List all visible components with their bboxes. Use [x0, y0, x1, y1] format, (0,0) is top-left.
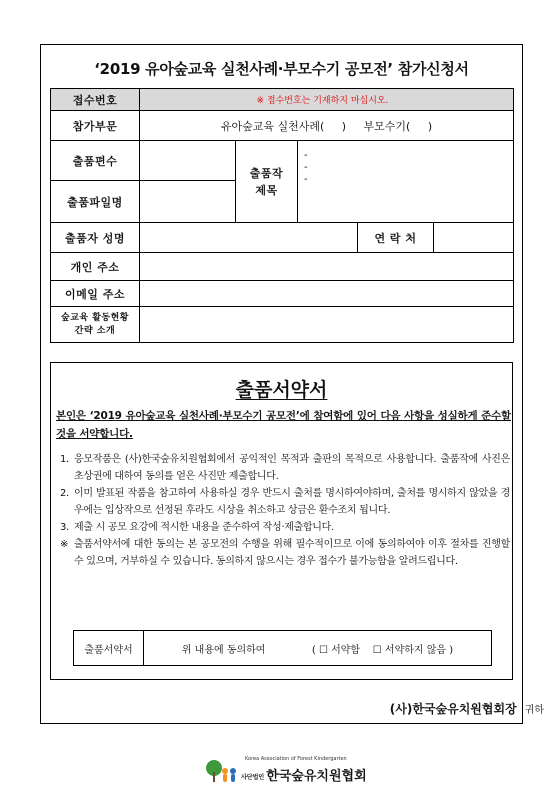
category-options[interactable]: 유아숲교육 실천사례( ) 부모수기( )	[140, 111, 514, 141]
logo-english-name: Korea Association of Forest Kindergarten	[245, 756, 347, 762]
contact-label: 연 락 처	[358, 223, 434, 253]
pledge-item-notice: ※ 출품서약서에 대한 동의는 본 공모전의 수행을 위해 필수적이므로 이에 동의하여야 이후 절차를 진행할 수 있으며, 거부하실 수 있습니다. 동의하지 않으시는 경우 접수가 불가능함을 알려드립니다.	[60, 536, 510, 570]
applicant-name-field[interactable]	[140, 223, 358, 253]
recipient-name: (사)한국숲유치원협회장	[389, 702, 517, 716]
pledge-item-2: 2. 이미 발표된 작품을 참고하여 사용하실 경우 반드시 출처를 명시하여야하며, 출처를 명시하지 않았을 경우에는 입상작으로 선정된 후라도 시상을 취소하고 상금은 환수조치 됩니다.	[60, 485, 510, 519]
activity-label	[51, 307, 140, 343]
document-title: ‘2019 유아숲교육 실천사례·부모수기 공모전’ 참가신청서	[94, 60, 469, 78]
entry-title-line-2: -	[304, 161, 308, 173]
email-field[interactable]	[140, 281, 514, 307]
pledge-item-text: 출품서약서에 대한 동의는 본 공모전의 수행을 위해 필수적이므로 이에 동의하여야 이후 절차를 진행할 수 있으며, 거부하실 수 있습니다. 동의하지 않으시는 경우 접수가 불가능함을 알려드립니다.	[74, 539, 510, 567]
contact-field[interactable]	[434, 223, 514, 253]
application-form-table	[50, 88, 514, 343]
receipt-no-label: 접수번호	[51, 89, 140, 111]
agreement-field: 위 내용에 동의하여 ( ☐ 서약함 ☐ 서약하지 않음 )	[144, 631, 492, 666]
entry-title-line-1: -	[304, 149, 308, 161]
entry-title-label: 출품작 제목	[236, 141, 298, 223]
entry-count-field[interactable]	[140, 141, 236, 181]
email-label: 이메일 주소	[51, 281, 140, 307]
pledge-items	[60, 451, 510, 570]
agreement-text: 위 내용에 동의하여	[181, 644, 266, 656]
receipt-notice: ※ 접수번호는 기재하지 마십시오.	[140, 89, 514, 111]
entry-title-field[interactable]	[298, 141, 514, 223]
recipient-suffix: 귀하	[524, 705, 544, 716]
logo-korean-name: 사단법인 한국숲유치원협회	[241, 769, 367, 784]
agreement-table	[73, 630, 492, 666]
association-logo	[205, 756, 367, 786]
recipient	[390, 700, 544, 717]
applicant-name-label: 출품자 성명	[51, 223, 140, 253]
activity-field[interactable]	[140, 307, 514, 343]
entry-count-label: 출품편수	[51, 141, 140, 181]
address-field[interactable]	[140, 253, 514, 281]
pledge-item-3: 3. 제출 시 공모 요강에 적시한 내용을 준수하여 작성·제출합니다.	[60, 519, 510, 536]
tree-children-logo-icon	[205, 758, 239, 784]
pledge-item-text: 이미 발표된 작품을 참고하여 사용하실 경우 반드시 출처를 명시하여야하며, 출처를 명시하지 않았을 경우에는 입상작으로 선정된 후라도 시상을 취소하고 상금은 환수조치 됩니다.	[74, 488, 510, 516]
agree-checkbox-no[interactable]: ☐ 서약하지 않음	[372, 644, 447, 656]
entry-title-line-3: -	[304, 173, 308, 185]
pledge-item-1: 1. 응모작품은 (사)한국숲유치원협회에서 공익적인 목적과 출판의 목적으로 사용합니다. 출품작에 사진은 초상권에 대하여 동의를 얻은 사진만 제출합니다.	[60, 451, 510, 485]
file-name-label: 출품파일명	[51, 181, 140, 223]
address-label: 개인 주소	[51, 253, 140, 281]
agreement-label: 출품서약서	[74, 631, 144, 666]
activity-label-line-2: 간략 소개	[74, 325, 116, 336]
pledge-item-text: 제출 시 공모 요강에 적시한 내용을 준수하여 작성·제출합니다.	[74, 522, 334, 533]
pledge-item-text: 응모작품은 (사)한국숲유치원협회에서 공익적인 목적과 출판의 목적으로 사용합니다. 출품작에 사진은 초상권에 대하여 동의를 얻은 사진만 제출합니다.	[74, 454, 510, 482]
activity-label-line-1: 숲교육 활동현황	[61, 312, 129, 323]
category-label: 참가부문	[51, 111, 140, 141]
file-name-field[interactable]	[140, 181, 236, 223]
pledge-intro: 본인은 ‘2019 유아숲교육 실천사례·부모수기 공모전’에 참여함에 있어 다음 사항을 성실하게 준수할 것을 서약합니다.	[56, 410, 511, 440]
pledge-title: 출품서약서	[235, 379, 328, 401]
pledge-section	[50, 362, 513, 680]
agree-checkbox-yes[interactable]: ☐ 서약함	[318, 644, 361, 656]
